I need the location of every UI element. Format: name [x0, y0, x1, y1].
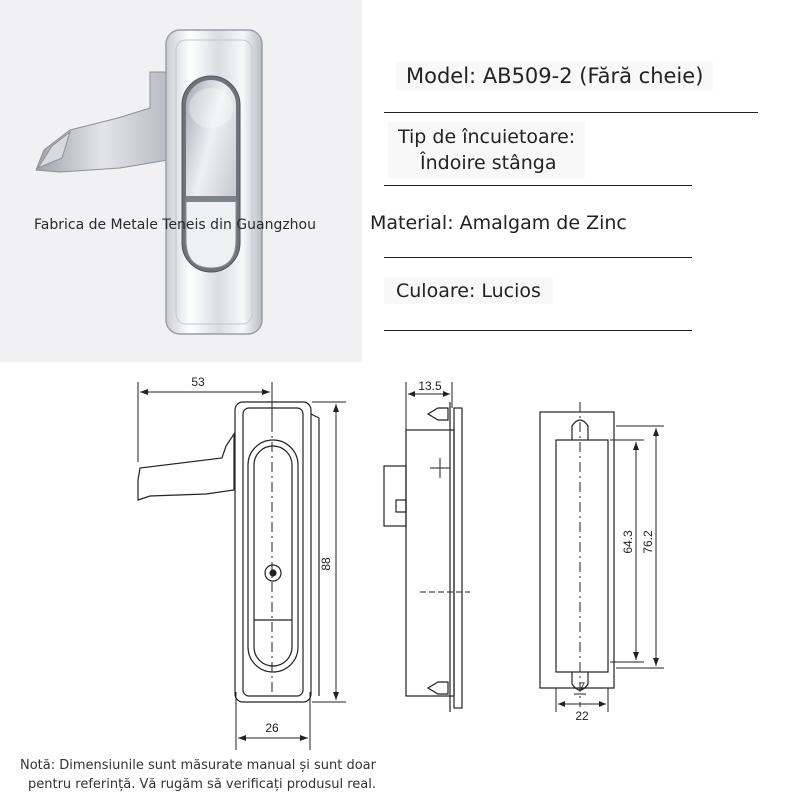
- lock-type-value: Îndoire stânga: [420, 152, 557, 174]
- watermark-text: Fabrica de Metale Teneis din Guangzhou: [34, 217, 316, 233]
- divider-color: [384, 330, 692, 331]
- dim-outer-height-label: 76.2: [641, 530, 655, 554]
- divider-model: [384, 112, 758, 113]
- dim-depth-label: 13.5: [418, 379, 442, 393]
- back-view: [540, 402, 664, 712]
- dim-back-width-label: 22: [575, 709, 589, 723]
- side-view: [384, 382, 470, 712]
- product-photo: [0, 0, 362, 362]
- lock-photo-illustration: [0, 0, 362, 362]
- note-line-2: pentru referință. Vă rugăm să verificați produsul real.: [28, 777, 376, 792]
- lock-type-title: Tip de încuietoare:: [398, 126, 576, 148]
- disclaimer-note: [20, 756, 376, 794]
- divider-material: [384, 257, 692, 258]
- material-label: Material: Amalgam de Zinc: [370, 212, 627, 234]
- front-view: [138, 382, 346, 750]
- dim-height-label: 88: [319, 557, 333, 571]
- note-line-1: Notă: Dimensiunile sunt măsurate manual și sunt doar: [20, 758, 376, 773]
- technical-drawing: [0, 362, 800, 752]
- dim-slot-label: 7: [578, 681, 586, 693]
- lock-type-label: [388, 122, 585, 178]
- model-label: Model: AB509-2 (Fără cheie): [396, 62, 713, 90]
- color-label: Culoare: Lucios: [384, 278, 553, 304]
- dim-width-top-label: 53: [191, 375, 205, 389]
- dim-inner-height-label: 64.3: [621, 530, 635, 554]
- divider-type: [384, 185, 692, 186]
- dim-width-bottom-label: 26: [265, 721, 279, 735]
